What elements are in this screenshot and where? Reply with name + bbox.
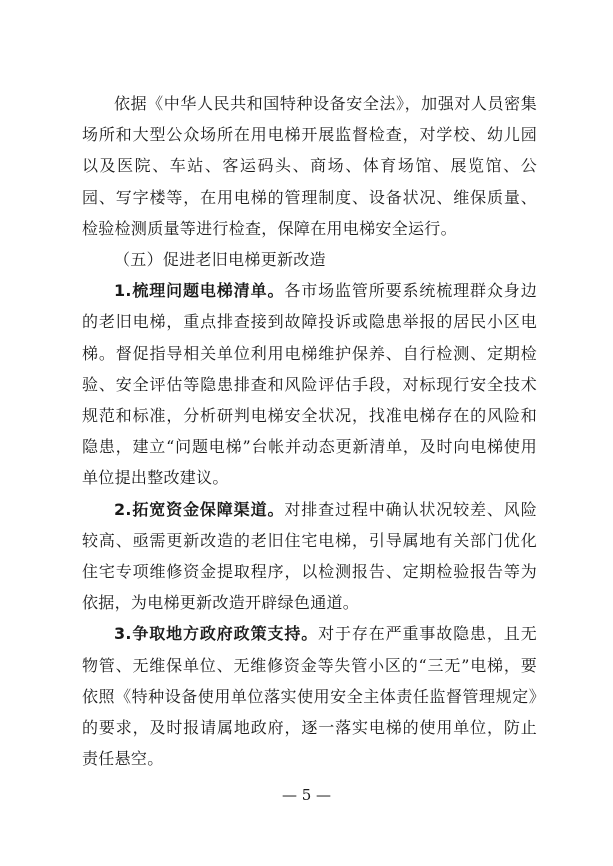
page-number: — 5 —	[281, 786, 332, 804]
paragraph-text: 各市场监管所要系统梳理群众身边的老旧电梯，重点排查接到故障投诉或隐患举报的居民小区电梯。督促指导相关单位利用电梯维护保养、自行检测、定期检验、安全评估等隐患排查和风险评估手段，对标现行安全技术规范和标准，分析研判电梯安全状况，找准电梯存在的风险和隐患，建立“问题电梯”台帐并动态更新清单，及时向电梯使用单位提出整改建议。	[82, 281, 537, 488]
section-heading-elevator-renewal	[82, 244, 537, 275]
paragraph-funding-channels	[82, 494, 537, 619]
item-heading: 3.争取地方政府政策支持。	[114, 624, 319, 644]
paragraph-text: 对于存在严重事故隐患，且无物管、无维保单位、无维修资金等失管小区的“三无”电梯，要依照《特种设备使用单位落实使用安全主体责任监督管理规定》的要求，及时报请属地政府，逐一落实电梯的使用单位，防止责任悬空。	[82, 624, 537, 769]
item-heading: 2.拓宽资金保障渠道。	[114, 499, 285, 519]
document-body	[82, 88, 537, 774]
section-heading-text: （五）促进老旧电梯更新改造	[114, 250, 326, 270]
paragraph-problem-elevator-list	[82, 275, 537, 493]
paragraph-text: 对排查过程中确认状况较差、风险较高、亟需更新改造的老旧住宅电梯，引导属地有关部门优化住宅专项维修资金提取程序，以检测报告、定期检验报告等为依据，为电梯更新改造开辟绿色通道。	[82, 499, 537, 613]
paragraph-government-policy	[82, 618, 537, 774]
paragraph-text: 依据《中华人民共和国特种设备安全法》，加强对人员密集场所和大型公众场所在用电梯开展监督检查，对学校、幼儿园以及医院、车站、客运码头、商场、体育场馆、展览馆、公园、写字楼等，在用电梯的管理制度、设备状况、维保质量、检验检测质量等进行检查，保障在用电梯安全运行。	[82, 94, 537, 238]
paragraph-inspection	[82, 88, 537, 244]
item-heading: 1.梳理问题电梯清单。	[114, 281, 285, 301]
